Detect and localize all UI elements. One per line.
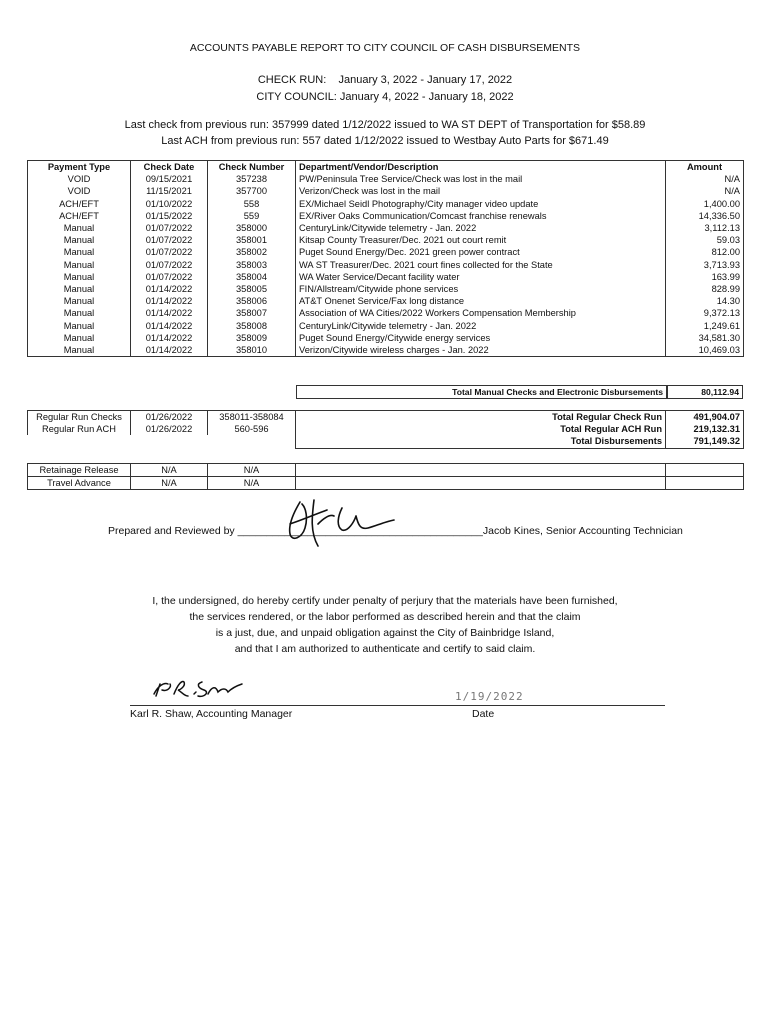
check-date-cell: 01/14/2022 <box>131 344 208 357</box>
description-cell: CenturyLink/Citywide telemetry - Jan. 2022 <box>296 319 666 331</box>
check-number-cell: 358009 <box>208 332 296 344</box>
other-type: Travel Advance <box>28 477 131 490</box>
payment-type-cell: Manual <box>28 307 131 319</box>
regular-amount: 219,132.31 <box>666 423 744 435</box>
table-row <box>28 283 744 295</box>
col-amount: Amount <box>666 161 744 174</box>
regular-label: Total Regular Check Run <box>296 411 666 424</box>
check-number-cell: 357700 <box>208 185 296 197</box>
amount-cell: 1,400.00 <box>666 198 744 210</box>
check-number-cell: 358010 <box>208 344 296 357</box>
description-cell: Puget Sound Energy/Dec. 2021 green power contract <box>296 246 666 258</box>
regular-number: 358011-358084 <box>208 411 296 424</box>
cert-line: is a just, due, and unpaid obligation against the City of Bainbridge Island, <box>215 627 555 639</box>
description-cell: Kitsap County Treasurer/Dec. 2021 out court remit <box>296 234 666 246</box>
cert-line: I, the undersigned, do hereby certify under penalty of perjury that the materials have been furnished, <box>152 595 618 607</box>
preparer-name: Jacob Kines, Senior Accounting Technician <box>482 525 683 537</box>
regular-label: Total Regular ACH Run <box>296 423 666 435</box>
amount-cell: 3,713.93 <box>666 259 744 271</box>
other-number: N/A <box>208 477 296 490</box>
check-number-cell: 358000 <box>208 222 296 234</box>
signoff-date-value: 1/19/2022 <box>455 690 524 703</box>
check-number-cell: 358001 <box>208 234 296 246</box>
amount-cell: 14.30 <box>666 295 744 307</box>
payment-type-cell: Manual <box>28 319 131 331</box>
regular-date: 01/26/2022 <box>131 423 208 435</box>
check-number-cell: 357238 <box>208 173 296 185</box>
table-row <box>28 307 744 319</box>
table-row <box>28 319 744 331</box>
description-cell: FIN/Allstream/Citywide phone services <box>296 283 666 295</box>
regular-amount: 491,904.07 <box>666 411 744 424</box>
payment-type-cell: Manual <box>28 246 131 258</box>
regular-run-table <box>27 410 744 449</box>
check-date-cell: 01/07/2022 <box>131 271 208 283</box>
amount-cell: 10,469.03 <box>666 344 744 357</box>
table-row <box>28 423 744 435</box>
description-cell: PW/Peninsula Tree Service/Check was lost in the mail <box>296 173 666 185</box>
prepared-prefix: Prepared and Reviewed by __________________________________________Jacob Kines, Senior Accounting Technician <box>108 525 683 537</box>
last-check-line: Last check from previous run: 357999 dated 1/12/2022 issued to WA ST DEPT of Transportation for $58.89 <box>124 119 646 131</box>
total-disbursements-amount: 791,149.32 <box>666 435 744 448</box>
preparer-signature <box>272 494 402 554</box>
check-number-cell: 358005 <box>208 283 296 295</box>
table-header-row <box>28 161 744 174</box>
check-date-cell: 01/10/2022 <box>131 198 208 210</box>
check-date-cell: 09/15/2021 <box>131 173 208 185</box>
other-disbursements-table <box>27 463 744 490</box>
cert-line: and that I am authorized to authenticate and certify to said claim. <box>234 643 536 655</box>
regular-date: 01/26/2022 <box>131 411 208 424</box>
manager-signature <box>148 676 248 702</box>
certification-text <box>0 593 770 657</box>
table-row <box>28 477 744 490</box>
check-number-cell: 358003 <box>208 259 296 271</box>
payment-type-cell: ACH/EFT <box>28 210 131 222</box>
description-cell: CenturyLink/Citywide telemetry - Jan. 2022 <box>296 222 666 234</box>
amount-cell: 812.00 <box>666 246 744 258</box>
description-cell: Puget Sound Energy/Citywide energy services <box>296 332 666 344</box>
table-row <box>28 173 744 185</box>
check-number-cell: 559 <box>208 210 296 222</box>
description-cell: Verizon/Citywide wireless charges - Jan. 2022 <box>296 344 666 357</box>
check-number-cell: 358002 <box>208 246 296 258</box>
table-row <box>28 198 744 210</box>
amount-cell: 14,336.50 <box>666 210 744 222</box>
other-type: Retainage Release <box>28 464 131 477</box>
check-date-cell: 11/15/2021 <box>131 185 208 197</box>
check-number-cell: 358006 <box>208 295 296 307</box>
table-row <box>28 210 744 222</box>
payment-type-cell: VOID <box>28 185 131 197</box>
description-cell: AT&T Onenet Service/Fax long distance <box>296 295 666 307</box>
table-row <box>28 344 744 357</box>
check-date-cell: 01/07/2022 <box>131 246 208 258</box>
prepared-label: Prepared and Reviewed by <box>108 525 235 537</box>
table-row <box>28 234 744 246</box>
check-run-line: CHECK RUN: January 3, 2022 - January 17, 2022 <box>257 74 513 86</box>
description-cell: WA ST Treasurer/Dec. 2021 court fines collected for the State <box>296 259 666 271</box>
date-label: Date <box>472 708 495 720</box>
last-ach-line: Last ACH from previous run: 557 dated 1/12/2022 issued to Westbay Auto Parts for $671.49 <box>161 135 609 147</box>
payment-type-cell: Manual <box>28 222 131 234</box>
col-check-date: Check Date <box>131 161 208 174</box>
regular-type: Regular Run Checks <box>28 411 131 424</box>
description-cell: WA Water Service/Decant facility water <box>296 271 666 283</box>
check-date-cell: 01/14/2022 <box>131 332 208 344</box>
table-row <box>28 295 744 307</box>
amount-cell: 163.99 <box>666 271 744 283</box>
amount-cell: N/A <box>666 173 744 185</box>
description-cell: Association of WA Cities/2022 Workers Compensation Membership <box>296 307 666 319</box>
regular-type: Regular Run ACH <box>28 423 131 435</box>
amount-cell: 59.03 <box>666 234 744 246</box>
col-description: Department/Vendor/Description <box>296 161 666 174</box>
check-date-cell: 01/14/2022 <box>131 319 208 331</box>
table-row <box>28 332 744 344</box>
description-cell: Verizon/Check was lost in the mail <box>296 185 666 197</box>
check-date-cell: 01/14/2022 <box>131 283 208 295</box>
cert-line: the services rendered, or the labor performed as described herein and that the claim <box>189 611 581 623</box>
regular-number: 560-596 <box>208 423 296 435</box>
check-number-cell: 358008 <box>208 319 296 331</box>
check-number-cell: 358004 <box>208 271 296 283</box>
table-row <box>28 222 744 234</box>
payment-type-cell: Manual <box>28 271 131 283</box>
table-row <box>28 464 744 477</box>
other-number: N/A <box>208 464 296 477</box>
table-row <box>28 411 744 424</box>
table-row <box>28 185 744 197</box>
amount-cell: 1,249.61 <box>666 319 744 331</box>
manager-name: Karl R. Shaw, Accounting Manager <box>130 708 293 720</box>
amount-cell: 34,581.30 <box>666 332 744 344</box>
signature-line <box>130 705 665 706</box>
description-cell: EX/River Oaks Communication/Comcast franchise renewals <box>296 210 666 222</box>
payment-type-cell: Manual <box>28 259 131 271</box>
check-date-cell: 01/15/2022 <box>131 210 208 222</box>
check-date-cell: 01/14/2022 <box>131 307 208 319</box>
payment-type-cell: Manual <box>28 234 131 246</box>
table-row <box>28 259 744 271</box>
total-manual-label: Total Manual Checks and Electronic Disbursements <box>296 385 667 399</box>
check-number-cell: 358007 <box>208 307 296 319</box>
disbursement-table <box>27 160 744 357</box>
other-date: N/A <box>131 464 208 477</box>
payment-type-cell: VOID <box>28 173 131 185</box>
total-manual-amount: 80,112.94 <box>667 385 743 399</box>
city-council-line: CITY COUNCIL: January 4, 2022 - January 18, 2022 <box>256 91 514 103</box>
table-row <box>28 246 744 258</box>
check-date-cell: 01/07/2022 <box>131 259 208 271</box>
check-date-cell: 01/07/2022 <box>131 234 208 246</box>
amount-cell: 9,372.13 <box>666 307 744 319</box>
total-disbursements-label: Total Disbursements <box>296 435 666 448</box>
payment-type-cell: Manual <box>28 283 131 295</box>
table-row <box>28 435 744 448</box>
payment-type-cell: Manual <box>28 295 131 307</box>
report-title: ACCOUNTS PAYABLE REPORT TO CITY COUNCIL OF CASH DISBURSEMENTS <box>189 42 581 54</box>
col-check-number: Check Number <box>208 161 296 174</box>
check-date-cell: 01/14/2022 <box>131 295 208 307</box>
check-date-cell: 01/07/2022 <box>131 222 208 234</box>
amount-cell: 828.99 <box>666 283 744 295</box>
payment-type-cell: Manual <box>28 332 131 344</box>
description-cell: EX/Michael Seidl Photography/City manager video update <box>296 198 666 210</box>
payment-type-cell: ACH/EFT <box>28 198 131 210</box>
table-row <box>28 271 744 283</box>
amount-cell: N/A <box>666 185 744 197</box>
col-payment-type: Payment Type <box>28 161 131 174</box>
payment-type-cell: Manual <box>28 344 131 357</box>
amount-cell: 3,112.13 <box>666 222 744 234</box>
other-date: N/A <box>131 477 208 490</box>
check-number-cell: 558 <box>208 198 296 210</box>
